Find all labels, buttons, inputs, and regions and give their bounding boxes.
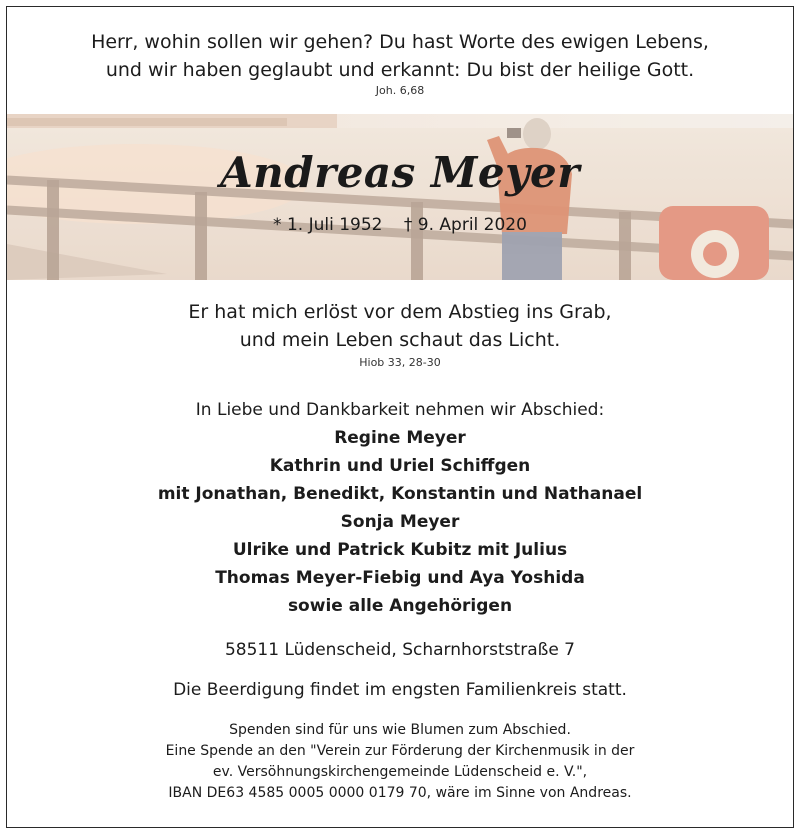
header-verse-line-1: Herr, wohin sollen wir gehen? Du hast Worte des ewigen Lebens, [91,31,709,53]
mourner-line: mit Jonathan, Benedikt, Konstantin und Nathanael [157,484,643,504]
mourner-line: sowie alle Angehörigen [287,596,513,616]
life-dates [0,215,800,235]
funeral-note: Die Beerdigung findet im engsten Familienkreis statt. [173,680,627,700]
mourner-line: Thomas Meyer-Fiebig und Aya Yoshida [215,568,585,588]
donation-line-2: Eine Spende an den "Verein zur Förderung der Kirchenmusik in der [165,743,635,759]
mourner-line: Sonja Meyer [340,512,460,532]
death-date: † 9. April 2020 [403,215,527,235]
second-verse-reference: Hiob 33, 28-30 [359,356,441,369]
header-verse-reference: Joh. 6,68 [375,84,425,97]
farewell-intro: In Liebe und Dankbarkeit nehmen wir Abschied: [195,400,605,420]
deceased-name: Andreas Meyer [220,148,580,197]
memorial-photo [7,114,793,280]
mourner-line: Kathrin und Uriel Schiffgen [269,456,531,476]
donation-line-4: IBAN DE63 4585 0005 0000 0179 70, wäre im Sinne von Andreas. [168,785,632,801]
mourner-line: Ulrike und Patrick Kubitz mit Julius [232,540,568,560]
header-verse-line-2: und wir haben geglaubt und erkannt: Du bist der heilige Gott. [105,59,695,81]
second-verse-line-1: Er hat mich erlöst vor dem Abstieg ins Grab, [188,301,612,323]
second-verse-line-2: und mein Leben schaut das Licht. [239,329,561,351]
mourner-line: Regine Meyer [334,428,466,448]
donation-line-3: ev. Versöhnungskirchengemeinde Lüdenscheid e. V.", [212,764,588,780]
donation-line-1: Spenden sind für uns wie Blumen zum Abschied. [229,722,571,738]
birth-date: * 1. Juli 1952 [273,215,383,235]
address: 58511 Lüdenscheid, Scharnhorststraße 7 [224,640,575,660]
